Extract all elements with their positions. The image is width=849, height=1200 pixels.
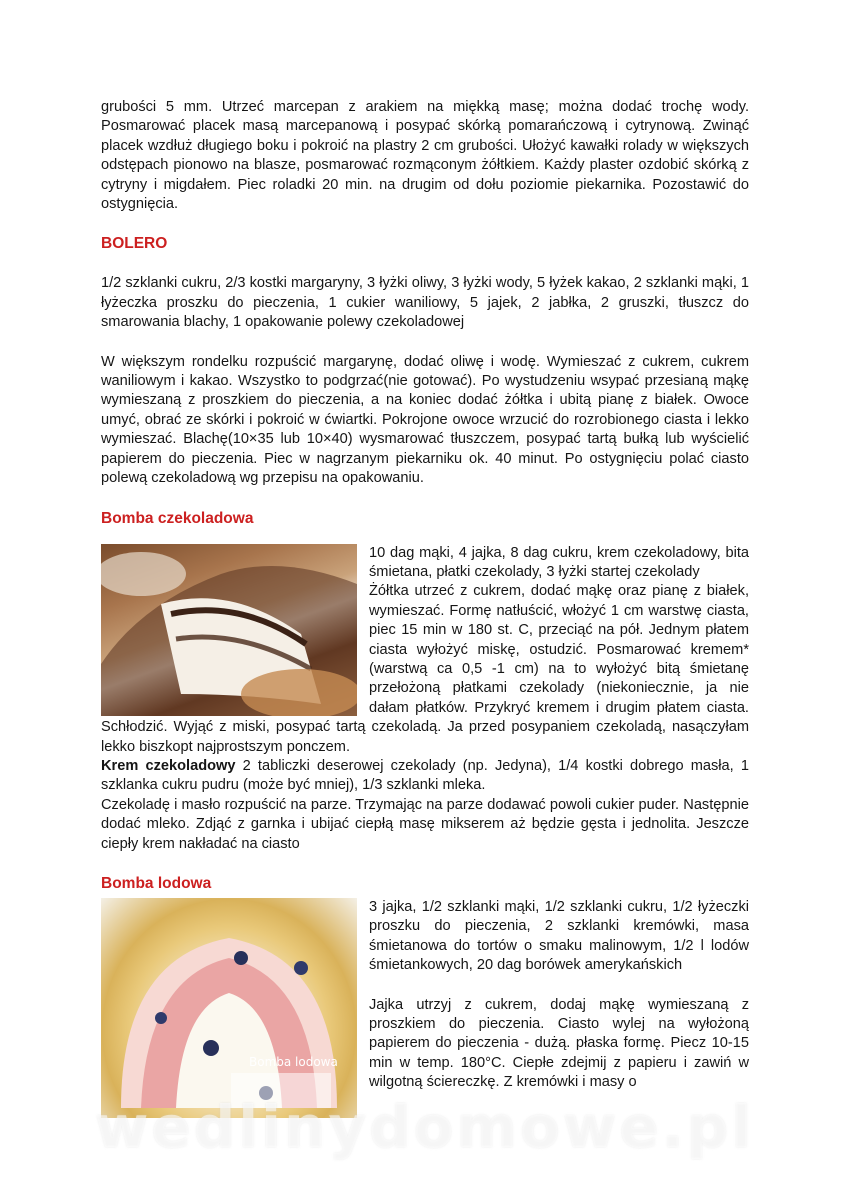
bomba-lodowa-photo bbox=[101, 898, 357, 1118]
bomba-czekoladowa-ingredients: 10 dag mąki, 4 jajka, 8 dag cukru, krem czekoladowy, bita śmietana, płatki czekolady, 3 łyżki startej czekolady bbox=[369, 544, 749, 580]
bomba-lodowa-ingredients: 3 jajka, 1/2 szklanki mąki, 1/2 szklanki cukru, 1/2 łyżeczki proszku do pieczenia, 2 szklanki kremówki, masa śmietanowa do tortów o smaku malinowym, 1/2 l lodów śmietankowych, 20 dag borówek amerykańskich bbox=[369, 899, 749, 974]
bomba-lodowa-heading: Bomba lodowa bbox=[101, 875, 212, 892]
bomba-lodowa-method: Jajka utrzyj z cukrem, dodaj mąkę wymieszaną z proszkiem do pieczenia. Ciasto wylej na wyłożoną papierem do pieczenia - dużą. płaska formę. Piecz 10-15 min w temp. 180°C. Ciepłe zdejmij z papieru i zawiń w wilgotną ściereczkę. Z kremówki i masy o bbox=[369, 996, 749, 1091]
bolero-heading: BOLERO bbox=[101, 235, 168, 253]
krem-czekoladowy-method: Czekoladę i masło rozpuścić na parze. Trzymając na parze dodawać powoli cukier puder. Następnie dodać mleko. Zdjąć z garnka i ubijać ciepłą masę mikserem aż będzie gęsta i jednolita. Jeszcze ciepły krem nakładać na ciasto bbox=[101, 796, 749, 852]
document-page bbox=[101, 98, 749, 1120]
krem-czekoladowy-paragraph bbox=[101, 757, 749, 796]
bomba-czekoladowa-heading: Bomba czekoladowa bbox=[101, 509, 254, 527]
bolero-ingredients: 1/2 szklanki cukru, 2/3 kostki margaryny, 3 łyżki oliwy, 3 łyżki wody, 5 łyżek kakao, 2 szklanki mąki, 1 łyżeczka proszku do pieczenia, 1 cukier waniliowy, 5 jajek, 2 jabłka, 2 gruszki, tłuszcz do smarowania blachy, 1 opakowanie polewy czekoladowej bbox=[101, 275, 749, 331]
bolero-method: W większym rondelku rozpuścić margarynę, dodać oliwę i wodę. Wymieszać z cukrem, cukrem waniliowym i kakao. Wszystko to podgrzać(nie gotować). Po wystudzeniu wsypać przesianą mąkę wymieszaną z proszkiem do pieczenia, a na koniec dodać żółtka i ubitą pianę z białek. Owoce umyć, obrać ze skórki i pokroić w ćwiartki. Pokrojone owoce wrzucić do rozrobionego ciasta i lekko wymieszać. Blachę(10×35 lub 10×40) wysmarować tłuszczem, posypać tartą bułką lub wyścielić papierem do pieczenia. Piec w nagrzanym piekarniku ok. 40 minut. Po ostygnięciu polać ciasto polewą czekoladową wg przepisu na opakowaniu. bbox=[101, 353, 749, 487]
intro-paragraph: grubości 5 mm. Utrzeć marcepan z arakiem na miękką masę; można dodać trochę wody. Posmarować placek masą marcepanową i posypać skórką pomarańczową i cytrynową. Zwinąć placek wzdłuż długiego boku i pokroić na plastry 2 cm grubości. Ułożyć kawałki rolady w większych odstępach pionowo na blasze, posmarować rozmąconym żółtkiem. Każdy plaster ozdobić skórką z cytryny i migdałem. Piec roladki 20 min. na drugim od dołu poziomie piekarnika. Pozostawić do ostygnięcia. bbox=[101, 99, 749, 213]
bomba-czekoladowa-method: Żółtka utrzeć z cukrem, dodać mąkę oraz pianę z białek, wymieszać. Formę natłuścić, włożyć 1 cm warstwę ciasta, piec 15 min w 180 st. C, przeciąć na pół. Jednym płatem ciasta wyłożyć miskę, ostudzić. Posmarować kremem* (warstwą ca 0,5 -1 cm) na to wyłożyć bitą śmietanę przełożoną płatkami czekolady (niekoniecznie, ja nie dałam płatków. Przykryć kremem i drugim płatem ciasta. Schłodzić. Wyjąć z miski, posypać tartą czekoladą. Ja przed posypaniem czekoladą, nasączyłam lekko biszkopt najprostszym ponczem. bbox=[101, 583, 749, 755]
bomba-czekoladowa-photo bbox=[101, 544, 357, 716]
krem-czekoladowy-label: Krem czekoladowy bbox=[101, 757, 236, 774]
krem-czekoladowy-ingredients: 2 tabliczki deserowej czekolady (np. Jedyna), 1/4 kostki dobrego masła, 1 szklanka cukru pudru (może być mniej), 1/3 szklanki mleka. bbox=[101, 757, 749, 794]
photo-caption: Bomba lodowa bbox=[249, 1055, 338, 1069]
watermark: wedlinydomowe.pl bbox=[94, 1093, 755, 1161]
